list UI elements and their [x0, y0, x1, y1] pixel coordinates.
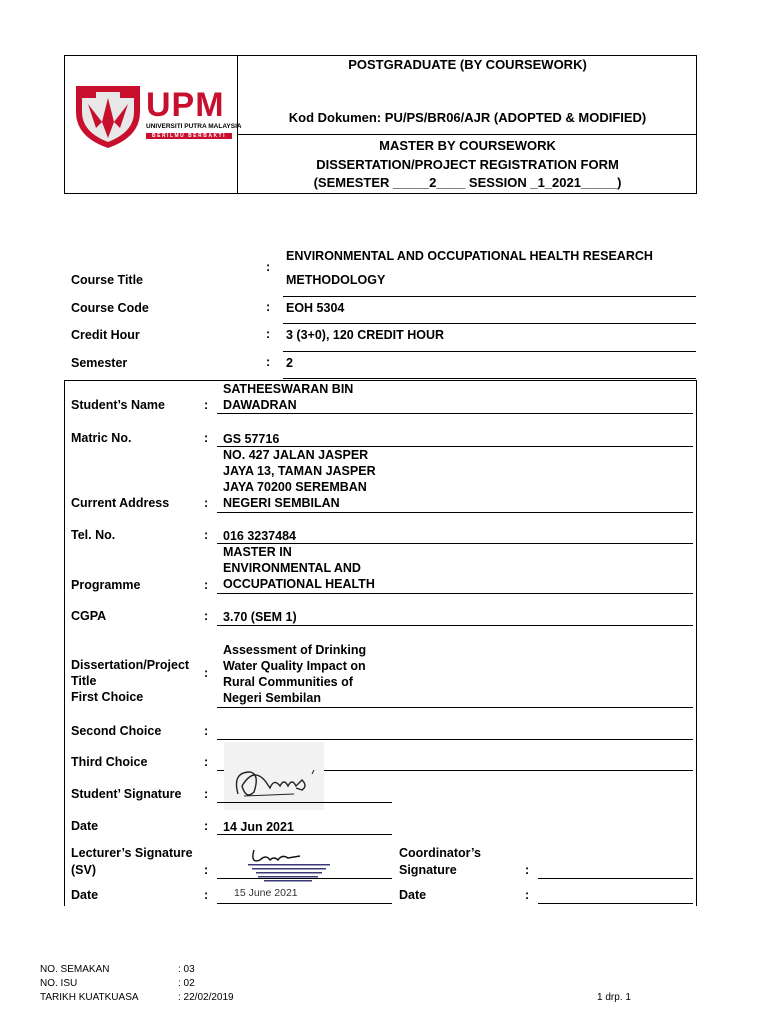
underline [217, 834, 392, 835]
underline [217, 593, 693, 594]
colon: : [204, 398, 209, 412]
student-section [64, 380, 697, 906]
footer-semakan-label: NO. SEMAKAN [40, 964, 110, 975]
underline [217, 802, 392, 803]
course-title-value-2: METHODOLOGY [286, 273, 386, 287]
colon: : [266, 327, 271, 341]
colon: : [266, 355, 271, 369]
credit-hour-value: 3 (3+0), 120 CREDIT HOUR [286, 328, 445, 342]
header-divider [237, 134, 697, 135]
colon: : [204, 666, 209, 680]
programme-line-2: ENVIRONMENTAL AND [223, 561, 361, 575]
document-code: Kod Dokumen: PU/PS/BR06/AJR (ADOPTED & MODIFIED) [288, 110, 647, 125]
page-number: 1 drp. 1 [597, 992, 631, 1003]
colon: : [204, 431, 209, 445]
coordinator-date-label: Date [399, 888, 427, 902]
address-line-4: NEGERI SEMBILAN [223, 496, 340, 510]
logo-motto: BERILMU BERBAKTI [146, 133, 232, 139]
programme-label: Programme [71, 578, 141, 592]
cgpa-value: 3.70 (SEM 1) [223, 610, 297, 624]
colon: : [204, 528, 209, 542]
colon: : [204, 724, 209, 738]
colon: : [204, 888, 209, 902]
footer-semakan-value: : 03 [178, 964, 195, 975]
matric-label: Matric No. [71, 431, 132, 445]
colon: : [204, 578, 209, 592]
dissertation-label-1: Dissertation/Project [71, 658, 190, 672]
course-code-value: EOH 5304 [286, 301, 345, 315]
colon: : [204, 863, 209, 877]
signature-icon [224, 742, 324, 810]
dissertation-line-1: Assessment of Drinking [223, 643, 367, 657]
date-label: Date [71, 819, 99, 833]
student-signature-label: Student’ Signature [71, 787, 182, 801]
tel-label: Tel. No. [71, 528, 116, 542]
underline [217, 413, 693, 414]
second-choice-label: Second Choice [71, 724, 162, 738]
date-value: 14 Jun 2021 [223, 820, 294, 834]
course-code-label: Course Code [71, 301, 149, 315]
underline [217, 903, 392, 904]
coordinator-signature-label-1: Coordinator’s [399, 846, 481, 860]
underline [283, 351, 696, 352]
underline [217, 878, 392, 879]
credit-hour-label: Credit Hour [71, 328, 140, 342]
colon: : [204, 755, 209, 769]
student-name-label: Student’s Name [71, 398, 166, 412]
colon: : [266, 300, 271, 314]
dissertation-line-4: Negeri Sembilan [223, 691, 321, 705]
form-title-2: DISSERTATION/PROJECT REGISTRATION FORM [316, 157, 619, 172]
footer-isu-label: NO. ISU [40, 978, 78, 989]
dissertation-label-2: Title [71, 674, 97, 688]
colon: : [204, 787, 209, 801]
colon: : [204, 496, 209, 510]
colon: : [204, 609, 209, 623]
form-title-3: (SEMESTER _____2____ SESSION _1_2021_____) [313, 175, 622, 190]
footer-isu-value: : 02 [178, 978, 195, 989]
semester-value: 2 [286, 356, 293, 370]
underline [538, 903, 693, 904]
address-line-3: JAYA 70200 SEREMBAN [223, 480, 367, 494]
student-name-value-1: SATHEESWARAN BIN [223, 382, 354, 396]
matric-value: GS 57716 [223, 432, 280, 446]
footer-tarikh-label: TARIKH KUATKUASA [40, 992, 139, 1003]
tel-value: 016 3237484 [223, 529, 296, 543]
form-title-1: MASTER BY COURSEWORK [379, 138, 556, 153]
lecturer-signature-label-2: (SV) [71, 863, 96, 877]
programme-line-1: MASTER IN [223, 545, 292, 559]
logo-university: UNIVERSITI PUTRA MALAYSIA [146, 123, 242, 130]
underline [283, 323, 696, 324]
colon: : [204, 819, 209, 833]
underline [217, 625, 693, 626]
colon: : [266, 260, 271, 274]
course-title-label: Course Title [71, 273, 144, 287]
underline [217, 739, 693, 740]
underline [283, 296, 696, 297]
colon: : [525, 863, 530, 877]
cgpa-label: CGPA [71, 609, 107, 623]
footer-tarikh-value: : 22/02/2019 [178, 992, 234, 1003]
coordinator-signature-label-2: Signature [399, 863, 457, 877]
logo-wordmark: UPM [146, 86, 225, 124]
semester-label: Semester [71, 356, 128, 370]
student-name-value-2: DAWADRAN [223, 398, 297, 412]
header-title: POSTGRADUATE (BY COURSEWORK) [348, 57, 587, 72]
lecturer-signature-label-1: Lecturer’s Signature [71, 846, 193, 860]
programme-line-3: OCCUPATIONAL HEALTH [223, 577, 375, 591]
student-signature [224, 742, 324, 810]
dissertation-line-3: Rural Communities of [223, 675, 353, 689]
lecturer-date-value: 15 June 2021 [234, 887, 298, 899]
underline [217, 512, 693, 513]
dissertation-line-2: Water Quality Impact on [223, 659, 366, 673]
underline [217, 707, 693, 708]
underline [283, 378, 696, 379]
course-title-value-1: ENVIRONMENTAL AND OCCUPATIONAL HEALTH RESEARCH [286, 249, 653, 263]
address-line-2: JAYA 13, TAMAN JASPER [223, 464, 376, 478]
address-label: Current Address [71, 496, 170, 510]
address-line-1: NO. 427 JALAN JASPER [223, 448, 369, 462]
dissertation-label-3: First Choice [71, 690, 144, 704]
colon: : [525, 888, 530, 902]
underline [538, 878, 693, 879]
lecturer-date-label: Date [71, 888, 99, 902]
third-choice-label: Third Choice [71, 755, 148, 769]
